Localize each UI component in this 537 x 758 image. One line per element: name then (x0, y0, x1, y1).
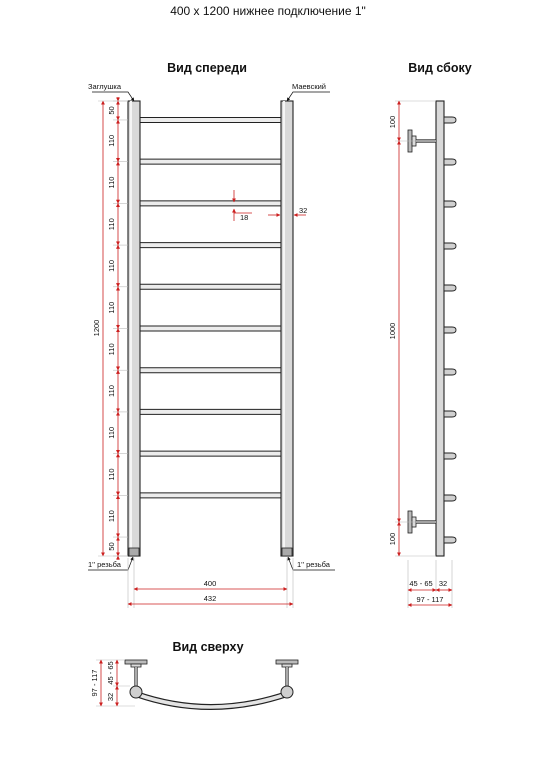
side-hook (444, 243, 456, 249)
width-outer-label: 432 (203, 594, 217, 603)
top-dim-a: 32 (106, 692, 115, 702)
side-depth-total: 97 - 117 (416, 595, 444, 604)
left-dim-label: 110 (107, 134, 116, 147)
thread-left-callout: 1'' резьба (88, 560, 121, 569)
side-mid-dim: 1000 (388, 322, 397, 340)
rail-offset-label: 32 (299, 206, 308, 215)
rung (136, 409, 285, 414)
front-left-dimensions (107, 97, 128, 560)
side-hook (444, 201, 456, 207)
rung (136, 284, 285, 289)
thread-right-callout: 1'' резьба (297, 560, 330, 569)
side-hook (444, 537, 456, 543)
right-fitting (282, 548, 292, 556)
side-hook (444, 369, 456, 375)
side-hook (444, 411, 456, 417)
side-rail (436, 101, 444, 556)
side-view (388, 101, 456, 608)
top-view (90, 660, 298, 707)
side-hook (444, 453, 456, 459)
left-dim-label: 50 (107, 106, 116, 115)
side-depth-b: 32 (438, 579, 448, 588)
drawing-title: 400 х 1200 нижнее подключение 1" (170, 4, 366, 18)
side-hook (444, 495, 456, 501)
left-dim-label: 110 (107, 259, 116, 272)
rung (136, 201, 285, 206)
rung (136, 451, 285, 456)
left-dim-label: 110 (107, 343, 116, 356)
top-left-rail (130, 686, 142, 698)
rung-pitch-label: 18 (240, 213, 249, 222)
left-dim-label: 50 (107, 542, 116, 551)
left-rail (128, 101, 140, 556)
left-dim-label: 110 (107, 385, 116, 398)
top-dim-total: 97 - 117 (90, 669, 99, 697)
side-hook (444, 159, 456, 165)
left-dim-label: 110 (107, 218, 116, 231)
front-view (88, 82, 335, 608)
rungs-group (136, 117, 285, 497)
rung (136, 243, 285, 248)
total-height-label: 1200 (92, 319, 101, 337)
plug-callout: Заглушка (88, 82, 122, 91)
rung (136, 493, 285, 498)
right-rail (281, 101, 293, 556)
top-view-heading: Вид сверху (172, 640, 244, 654)
mayevsky-callout: Маевский (292, 82, 326, 91)
rung (136, 368, 285, 373)
side-top-dim: 100 (388, 115, 397, 129)
left-dim-label: 110 (107, 426, 116, 439)
left-fitting (129, 548, 139, 556)
side-hook (444, 285, 456, 291)
side-depth-a: 45 - 65 (409, 579, 433, 588)
left-dim-label: 110 (107, 301, 116, 314)
rung (136, 159, 285, 164)
width-inner-label: 400 (203, 579, 217, 588)
rung (136, 117, 285, 122)
side-hooks (444, 117, 456, 543)
left-dim-label: 110 (107, 468, 116, 481)
rung (136, 326, 285, 331)
side-view-heading: Вид сбоку (408, 61, 472, 75)
front-view-heading: Вид спереди (167, 61, 247, 75)
left-dim-label: 110 (107, 510, 116, 523)
side-hook (444, 117, 456, 123)
top-right-rail (281, 686, 293, 698)
side-hook (444, 327, 456, 333)
side-bottom-dim: 100 (388, 532, 397, 546)
top-dim-b: 45 - 65 (106, 661, 115, 685)
left-dim-label: 110 (107, 176, 116, 189)
